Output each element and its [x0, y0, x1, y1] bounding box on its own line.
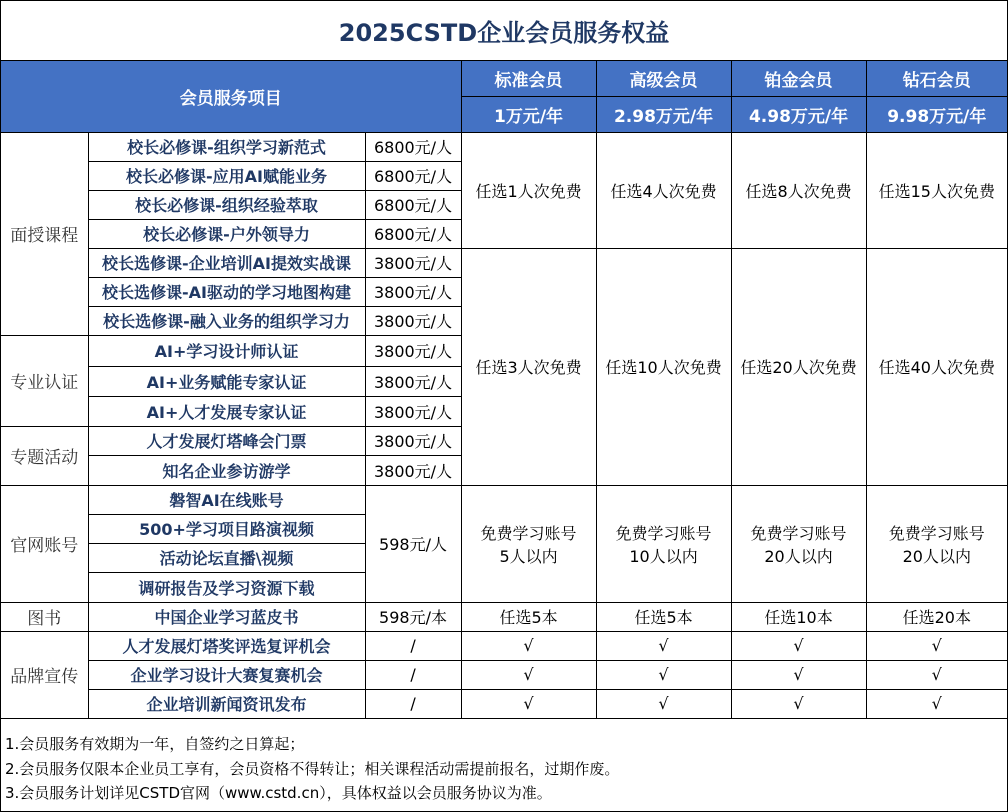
check-mark: √: [866, 631, 1007, 660]
check-mark: √: [461, 631, 596, 660]
item-price: 3800元/人: [365, 277, 461, 306]
table-row: [1, 132, 1007, 161]
item-name: 校长选修课-AI驱动的学习地图构建: [88, 277, 365, 306]
benefit-required-standard: 任选1人次免费: [461, 132, 596, 248]
benefit-line: 免费学习账号: [888, 523, 985, 543]
item-price: 3800元/人: [365, 306, 461, 335]
footnote: 2.会员服务仅限本企业员工享有，会员资格不得转让；相关课程活动需提前报名，过期作废。: [5, 759, 620, 778]
benefit-elective-platinum: 任选20人次免费: [731, 248, 866, 485]
item-price: 3800元/人: [365, 396, 461, 426]
table-row: [1, 631, 1007, 660]
item-name: AI+学习设计师认证: [88, 335, 365, 366]
tier-name-standard: 标准会员: [461, 61, 596, 96]
table-row: [1, 660, 1007, 689]
item-price: 3800元/人: [365, 248, 461, 277]
item-price: /: [365, 631, 461, 660]
check-mark: √: [866, 689, 1007, 718]
website-price: 598元/人: [365, 485, 461, 602]
check-mark: √: [596, 660, 731, 689]
benefit-website-senior: [596, 485, 731, 602]
item-price: /: [365, 660, 461, 689]
table-row: [1, 689, 1007, 718]
item-name: 人才发展灯塔峰会门票: [88, 426, 365, 455]
service-items-header: 会员服务项目: [1, 61, 461, 132]
benefit-books-senior: 任选5本: [596, 602, 731, 631]
item-name: 校长必修课-户外领导力: [88, 219, 365, 248]
check-mark: √: [461, 689, 596, 718]
item-name: 磐智AI在线账号: [88, 485, 365, 514]
item-name: 企业培训新闻资讯发布: [88, 689, 365, 718]
benefit-required-diamond: 任选15人次免费: [866, 132, 1007, 248]
tier-price-platinum: 4.98万元/年: [731, 96, 866, 132]
check-mark: √: [461, 660, 596, 689]
benefit-required-platinum: 任选8人次免费: [731, 132, 866, 248]
benefit-elective-senior: 任选10人次免费: [596, 248, 731, 485]
tier-price-standard: 1万元/年: [461, 96, 596, 132]
item-name: 500+学习项目路演视频: [88, 514, 365, 543]
footnotes: [1, 722, 1007, 806]
check-mark: √: [731, 689, 866, 718]
check-mark: √: [596, 689, 731, 718]
footnote: 1.会员服务有效期为一年，自签约之日算起；: [5, 735, 305, 753]
tier-name-platinum: 铂金会员: [731, 61, 866, 96]
benefit-website-standard: [461, 485, 596, 602]
tier-price-diamond: 9.98万元/年: [866, 96, 1007, 132]
item-price: /: [365, 689, 461, 718]
item-name: 中国企业学习蓝皮书: [88, 602, 365, 631]
item-price: 3800元/人: [365, 426, 461, 455]
check-mark: √: [731, 631, 866, 660]
table-row: [1, 248, 1007, 277]
benefit-line: 20人以内: [902, 546, 971, 566]
item-name: AI+人才发展专家认证: [88, 396, 365, 426]
item-name: 调研报告及学习资源下载: [88, 572, 365, 602]
check-mark: √: [731, 660, 866, 689]
header-row-tiers: [1, 61, 1007, 96]
benefit-books-standard: 任选5本: [461, 602, 596, 631]
benefit-line: 免费学习账号: [750, 523, 847, 543]
benefit-required-senior: 任选4人次免费: [596, 132, 731, 248]
item-price: 6800元/人: [365, 161, 461, 190]
benefit-elective-standard: 任选3人次免费: [461, 248, 596, 485]
table-row: [1, 602, 1007, 631]
item-price: 3800元/人: [365, 335, 461, 366]
benefit-elective-diamond: 任选40人次免费: [866, 248, 1007, 485]
item-name: 校长选修课-融入业务的组织学习力: [88, 306, 365, 335]
category-courses: 面授课程: [1, 132, 88, 335]
category-books: 图书: [1, 602, 88, 631]
item-price: 6800元/人: [365, 219, 461, 248]
tier-name-diamond: 钻石会员: [866, 61, 1007, 96]
benefit-line: 20人以内: [764, 546, 833, 566]
item-name: 人才发展灯塔奖评选复评机会: [88, 631, 365, 660]
page-title: 2025CSTD企业会员服务权益: [1, 1, 1007, 61]
item-name: 校长必修课-组织学习新范式: [88, 132, 365, 161]
category-certification: 专业认证: [1, 335, 88, 426]
item-name: AI+业务赋能专家认证: [88, 366, 365, 396]
benefit-line: 5人以内: [499, 546, 558, 566]
check-mark: √: [866, 660, 1007, 689]
tier-name-senior: 高级会员: [596, 61, 731, 96]
category-brand: 品牌宣传: [1, 631, 88, 718]
item-name: 校长选修课-企业培训AI提效实战课: [88, 248, 365, 277]
category-website: 官网账号: [1, 485, 88, 602]
category-events: 专题活动: [1, 426, 88, 485]
item-name: 活动论坛直播\视频: [88, 543, 365, 572]
item-name: 知名企业参访游学: [88, 455, 365, 485]
footnote: 3.会员服务计划详见CSTD官网（www.cstd.cn），具体权益以会员服务协议为准。: [5, 784, 552, 802]
item-name: 校长必修课-组织经验萃取: [88, 190, 365, 219]
item-price: 6800元/人: [365, 132, 461, 161]
benefit-line: 10人以内: [629, 546, 698, 566]
check-mark: √: [596, 631, 731, 660]
benefit-books-diamond: 任选20本: [866, 602, 1007, 631]
benefit-line: 免费学习账号: [615, 523, 712, 543]
benefit-website-platinum: [731, 485, 866, 602]
item-price: 3800元/人: [365, 366, 461, 396]
item-price: 6800元/人: [365, 190, 461, 219]
item-price: 3800元/人: [365, 455, 461, 485]
item-price: 598元/本: [365, 602, 461, 631]
table-row: [1, 485, 1007, 514]
benefit-line: 免费学习账号: [480, 523, 577, 543]
benefits-table: [1, 61, 1007, 719]
item-name: 校长必修课-应用AI赋能业务: [88, 161, 365, 190]
benefit-website-diamond: [866, 485, 1007, 602]
item-name: 企业学习设计大赛复赛机会: [88, 660, 365, 689]
benefit-books-platinum: 任选10本: [731, 602, 866, 631]
tier-price-senior: 2.98万元/年: [596, 96, 731, 132]
